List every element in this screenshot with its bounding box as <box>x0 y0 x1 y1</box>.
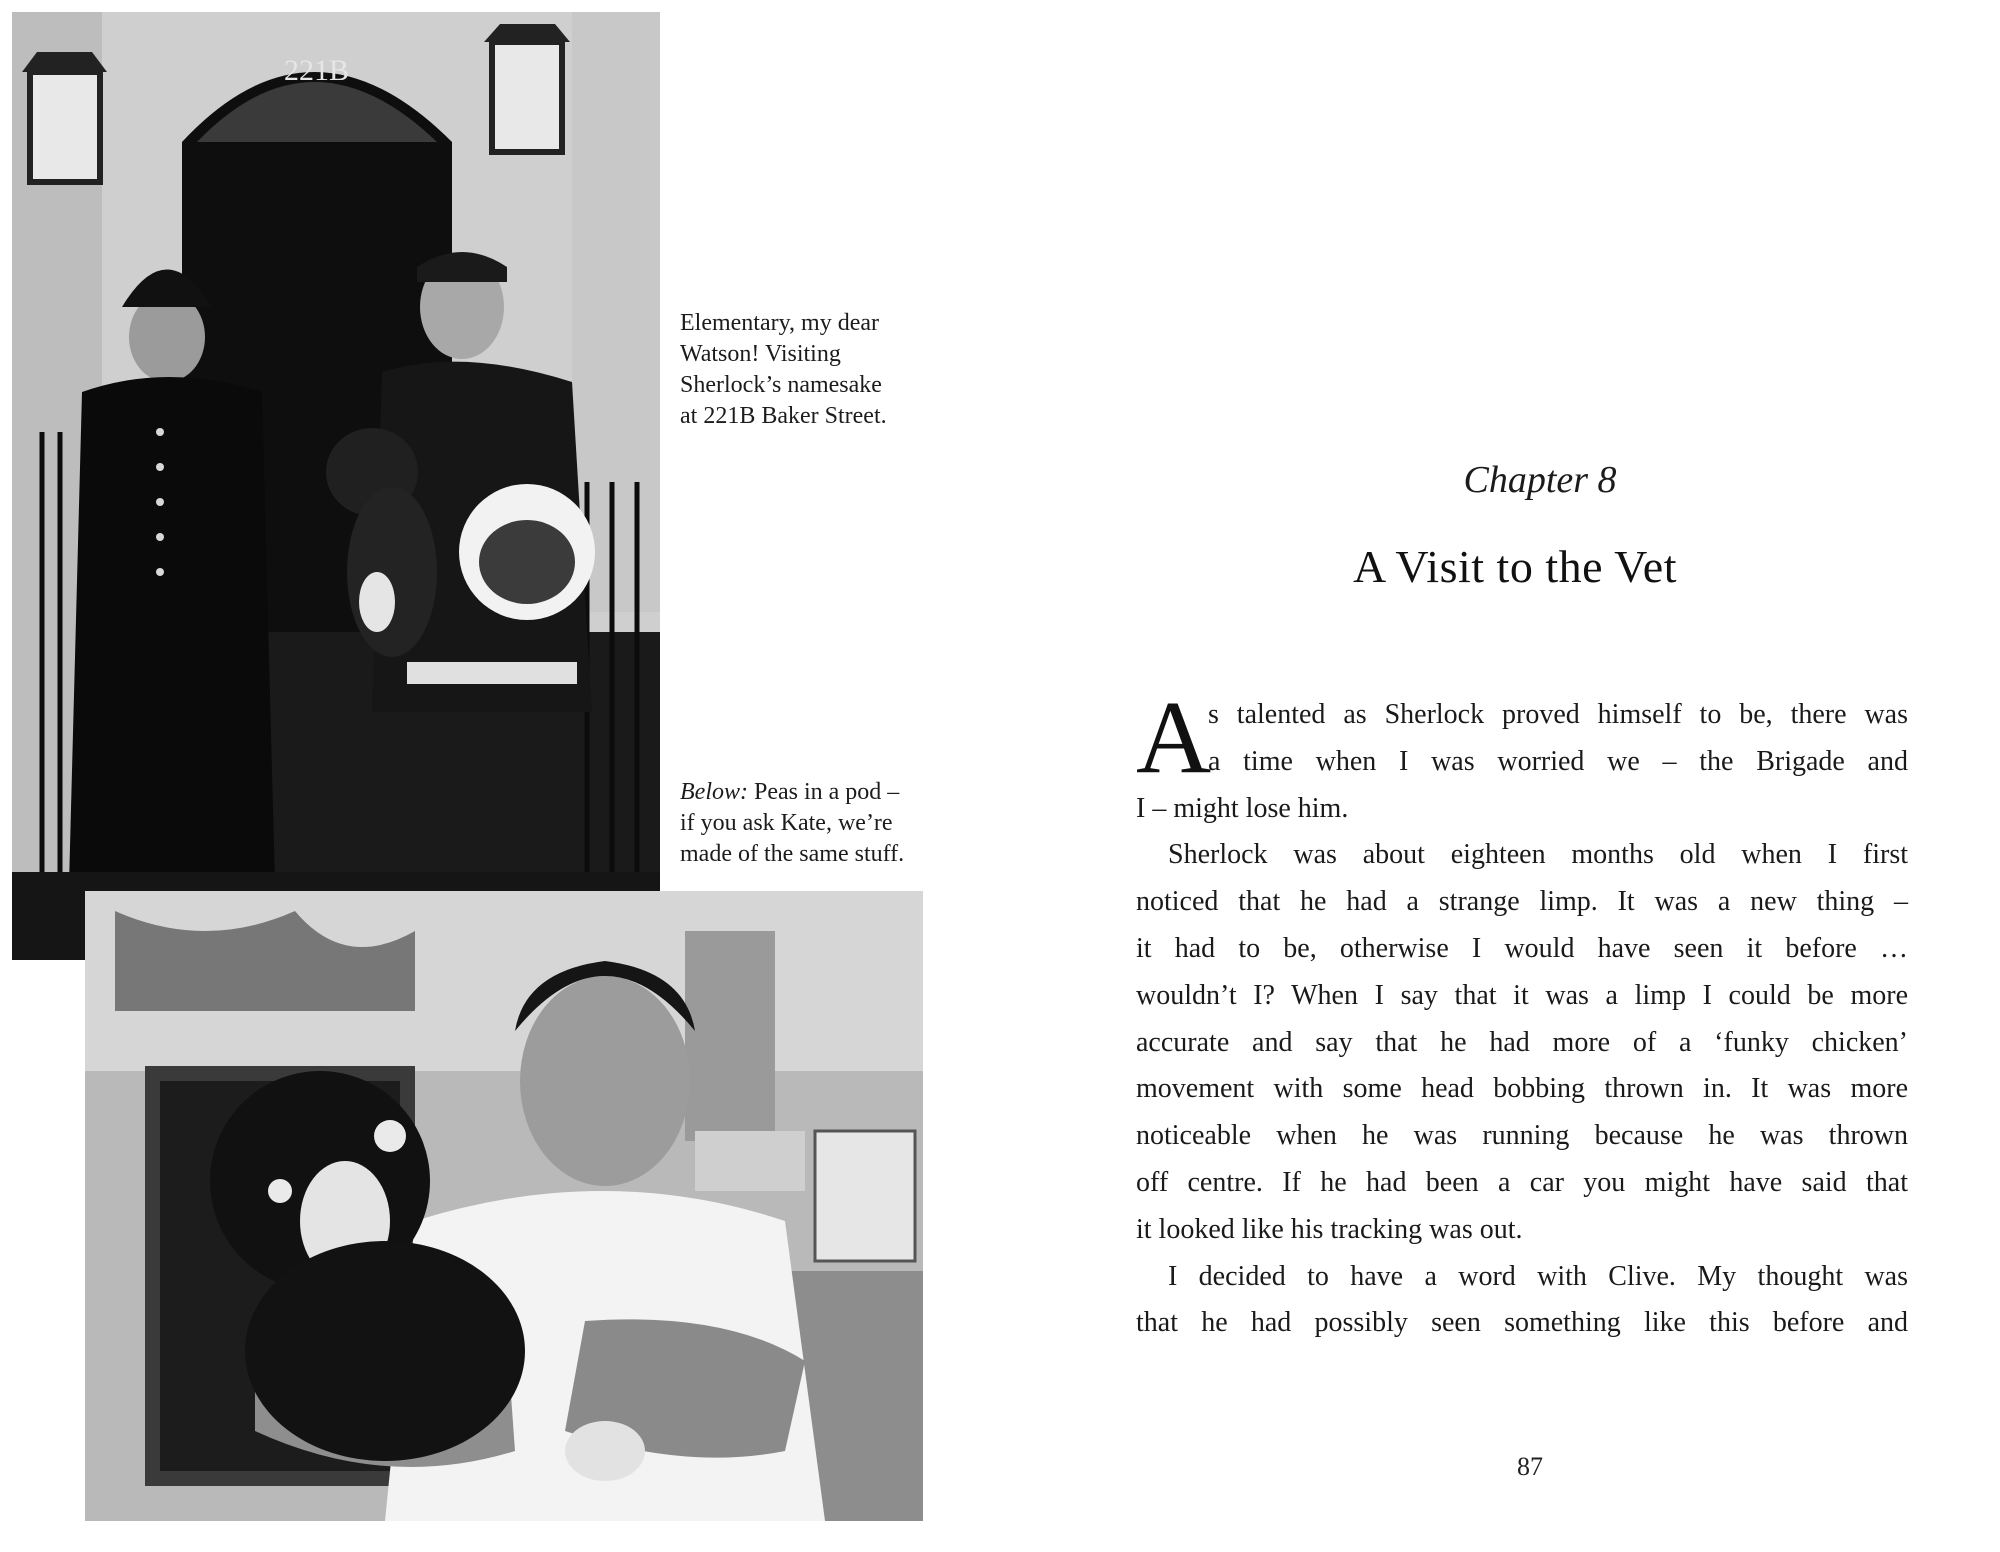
text-line: Sherlock was about eighteen months old when I first <box>1168 839 1908 871</box>
caption-line: if you ask Kate, we’re <box>680 810 893 836</box>
text-line: a time when I was worried we – the Brigade and <box>1208 745 1908 777</box>
photo-man-with-dog <box>85 891 923 1521</box>
chapter-label: Chapter 8 <box>1463 459 1617 501</box>
caption-line <box>680 777 904 808</box>
caption-peas-in-a-pod <box>680 777 904 870</box>
caption-line: made of the same stuff. <box>680 841 905 867</box>
caption-baker-street <box>680 308 887 432</box>
text-line: s talented as Sherlock proved himself to be, there was <box>1208 699 1908 730</box>
photo-baker-street-image <box>12 12 660 960</box>
text-line: I – might lose him. <box>1136 792 1349 824</box>
chapter-body-text <box>1136 680 1908 1347</box>
drop-cap: A <box>1136 680 1212 795</box>
text-line: I decided to have a word with Clive. My thought was <box>1168 1260 1908 1292</box>
page-number: 87 <box>1517 1452 1543 1481</box>
text-line: movement with some head bobbing thrown in. It was more <box>1136 1073 1908 1105</box>
text-line: noticed that he had a strange limp. It was a new thing – <box>1136 886 1908 918</box>
text-line: it looked like his tracking was out. <box>1136 1213 1523 1245</box>
chapter-title: A Visit to the Vet <box>1352 541 1677 592</box>
caption-line: Elementary, my dear <box>680 310 880 336</box>
text-line: noticeable when he was running because he was thrown <box>1136 1120 1908 1152</box>
photo-man-with-dog-image <box>85 891 923 1521</box>
text-line: wouldn’t I? When I say that it was a limp I could be more <box>1136 979 1908 1011</box>
photo-baker-street <box>12 12 660 960</box>
text-line: that he had possibly seen something like this before and <box>1136 1307 1908 1339</box>
caption-label: Below: <box>680 779 748 805</box>
caption-first-text: Peas in a pod – <box>747 779 900 805</box>
caption-line: at 221B Baker Street. <box>680 403 887 429</box>
caption-line: Watson! Visiting <box>680 341 841 367</box>
caption-line: Sherlock’s namesake <box>680 372 882 398</box>
text-line: it had to be, otherwise I would have seen it before … <box>1136 932 1908 964</box>
text-line: accurate and say that he had more of a ‘funky chicken’ <box>1136 1026 1908 1058</box>
door-number: 221B <box>284 54 350 87</box>
text-line: off centre. If he had been a car you might have said that <box>1136 1166 1908 1198</box>
